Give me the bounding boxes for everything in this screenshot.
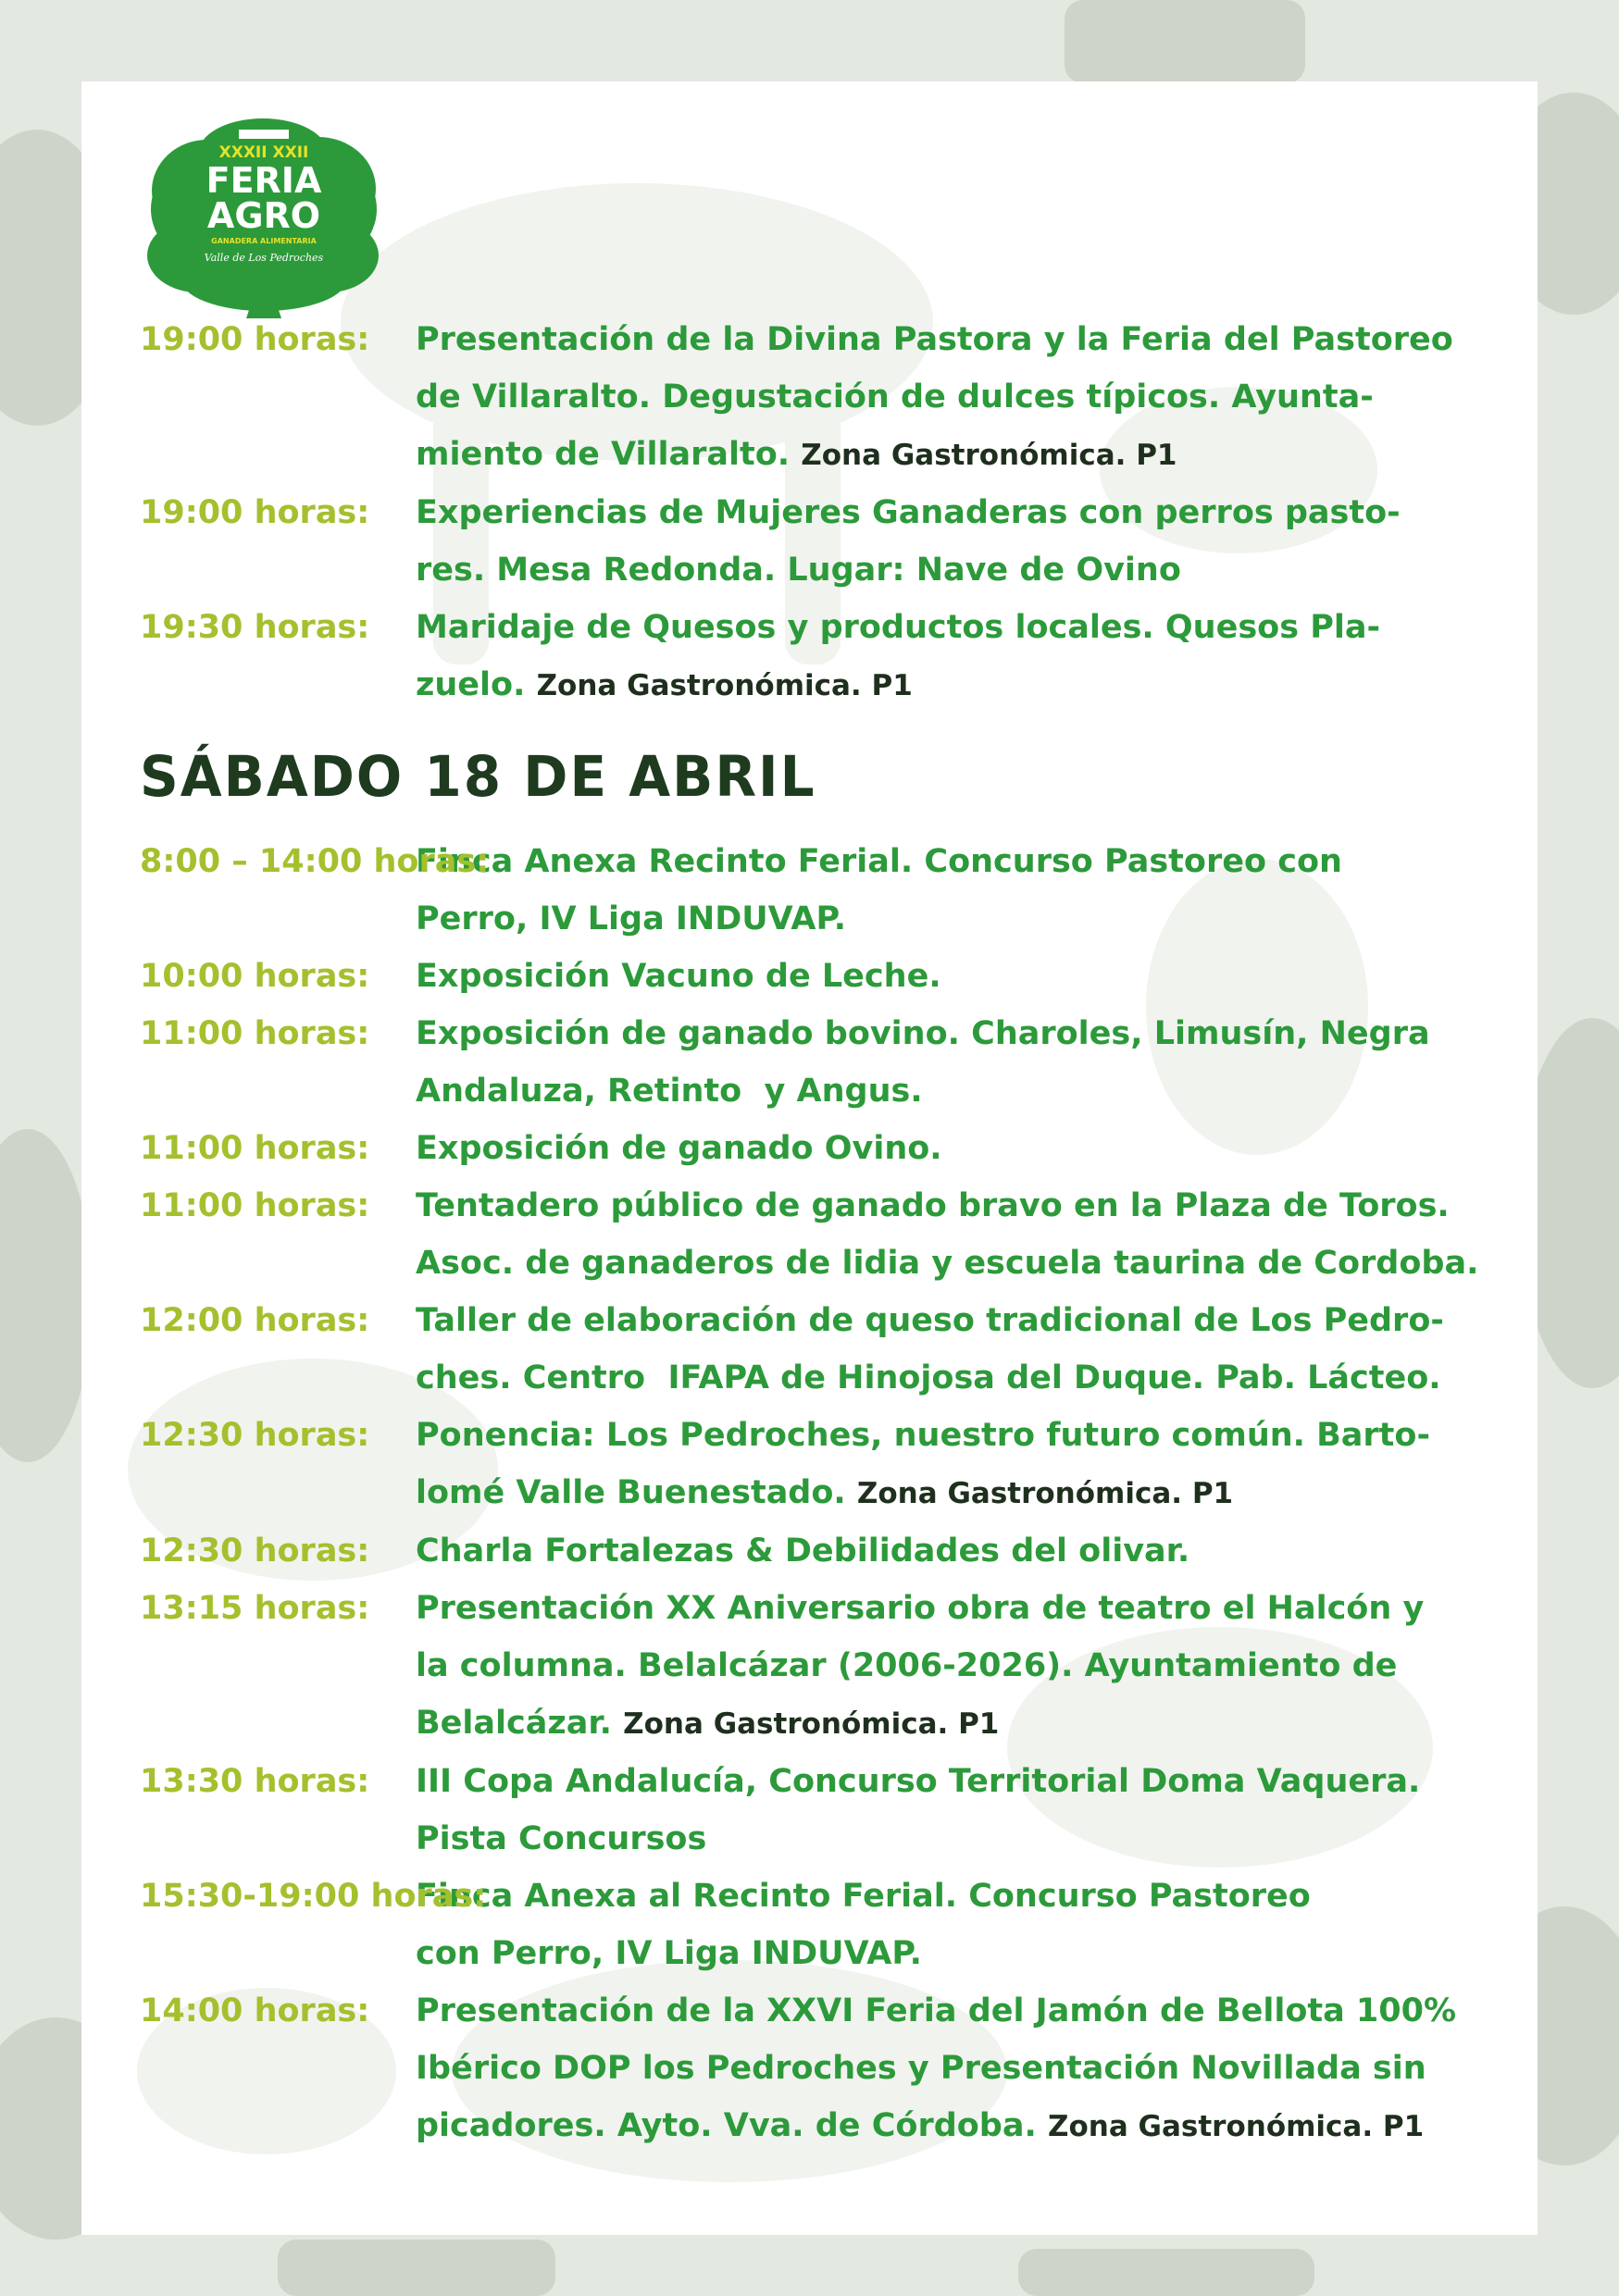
event-location-tag: Zona Gastronómica. P1: [536, 669, 913, 702]
event-line: [416, 1005, 1491, 1062]
event-row: [140, 1580, 1491, 1753]
event-row: [140, 948, 1491, 1005]
event-text: III Copa Andalucía, Concurso Territorial Doma Vaquera.: [416, 1763, 1421, 1800]
event-line: [416, 1694, 1491, 1753]
event-text: miento de Villaralto.: [416, 436, 791, 473]
event-line: [416, 541, 1491, 599]
event-time: 11:00 horas:: [140, 1130, 370, 1167]
event-text: Ibérico DOP los Pedroches y Presentación Novillada sin: [416, 2050, 1426, 2087]
event-text: Exposición de ganado bovino. Charoles, Limusín, Negra: [416, 1015, 1430, 1052]
event-row: [140, 1292, 1491, 1407]
event-text: Exposición Vacuno de Leche.: [416, 958, 941, 995]
event-time: 11:00 horas:: [140, 1015, 370, 1052]
event-line: [416, 656, 1491, 714]
event-text: ches. Centro IFAPA de Hinojosa del Duque. Pab. Lácteo.: [416, 1359, 1441, 1396]
event-text: Belalcázar.: [416, 1705, 612, 1742]
events-day-list: [140, 833, 1491, 2155]
event-location-tag: Zona Gastronómica. P1: [856, 1477, 1234, 1510]
event-row: [140, 1407, 1491, 1522]
event-row: [140, 1868, 1491, 1982]
event-time: 14:00 horas:: [140, 1992, 370, 2029]
logo-edition: XXXII XXII: [218, 143, 309, 162]
event-text: Pista Concursos: [416, 1820, 707, 1857]
event-text: Presentación XX Aniversario obra de teatro el Halcón y: [416, 1590, 1425, 1627]
event-line: [416, 1868, 1491, 1925]
event-line: [416, 1925, 1491, 1982]
event-time: 10:00 horas:: [140, 958, 370, 995]
event-location-tag: Zona Gastronómica. P1: [623, 1707, 1000, 1741]
day-heading: SÁBADO 18 DE ABRIL: [140, 743, 816, 810]
feria-agro-logo: [143, 117, 385, 320]
program-sheet: [81, 81, 1538, 2235]
logo-place: Valle de Los Pedroches: [204, 252, 324, 264]
event-line: [416, 484, 1491, 541]
event-row: [140, 1522, 1491, 1580]
event-text: Finca Anexa Recinto Ferial. Concurso Pastoreo con: [416, 843, 1342, 880]
event-text: Presentación de la Divina Pastora y la Feria del Pastoreo: [416, 321, 1453, 358]
event-row: [140, 1120, 1491, 1177]
event-line: [416, 1407, 1491, 1464]
event-line: [416, 1810, 1491, 1868]
event-time: 19:30 horas:: [140, 609, 370, 646]
event-line: [416, 2040, 1491, 2097]
event-text: lomé Valle Buenestado.: [416, 1474, 846, 1511]
event-text: Experiencias de Mujeres Ganaderas con perros pasto-: [416, 494, 1401, 531]
event-time: 19:00 horas:: [140, 321, 370, 358]
event-line: [416, 1522, 1491, 1580]
event-line: [416, 1062, 1491, 1120]
event-text: con Perro, IV Liga INDUVAP.: [416, 1935, 922, 1972]
event-text: de Villaralto. Degustación de dulces típicos. Ayunta-: [416, 379, 1374, 416]
event-text: Finca Anexa al Recinto Ferial. Concurso Pastoreo: [416, 1878, 1311, 1915]
event-text: Charla Fortalezas & Debilidades del olivar.: [416, 1533, 1190, 1570]
event-row: [140, 1753, 1491, 1868]
event-text: Tentadero público de ganado bravo en la Plaza de Toros.: [416, 1187, 1450, 1224]
event-time: 11:00 horas:: [140, 1187, 370, 1224]
logo-subtitle: GANADERA ALIMENTARIA: [211, 237, 317, 245]
event-location-tag: Zona Gastronómica. P1: [1047, 2110, 1425, 2143]
event-text: la columna. Belalcázar (2006-2026). Ayuntamiento de: [416, 1647, 1398, 1684]
event-row: [140, 833, 1491, 948]
event-line: [416, 1982, 1491, 2040]
event-time: 8:00 – 14:00 horas:: [140, 843, 490, 880]
event-row: [140, 1177, 1491, 1292]
event-line: [416, 948, 1491, 1005]
event-line: [416, 1464, 1491, 1522]
event-row: [140, 311, 1491, 484]
event-text: Exposición de ganado Ovino.: [416, 1130, 942, 1167]
event-text: picadores. Ayto. Vva. de Córdoba.: [416, 2107, 1037, 2144]
event-line: [416, 1177, 1491, 1235]
event-line: [416, 311, 1491, 368]
event-time: 12:00 horas:: [140, 1302, 370, 1339]
event-time: 19:00 horas:: [140, 494, 370, 531]
event-line: [416, 1637, 1491, 1694]
events-before-list: [140, 311, 1491, 714]
event-text: Maridaje de Quesos y productos locales. Quesos Pla-: [416, 609, 1381, 646]
event-text: Asoc. de ganaderos de lidia y escuela taurina de Cordoba.: [416, 1245, 1479, 1282]
event-line: [416, 599, 1491, 656]
event-row: [140, 1982, 1491, 2155]
event-text: Andaluza, Retinto y Angus.: [416, 1073, 923, 1110]
event-line: [416, 2097, 1491, 2155]
event-text: Perro, IV Liga INDUVAP.: [416, 900, 846, 937]
castle-icon: [239, 130, 289, 139]
event-text: Ponencia: Los Pedroches, nuestro futuro común. Barto-: [416, 1417, 1430, 1454]
event-text: Presentación de la XXVI Feria del Jamón de Bellota 100%: [416, 1992, 1457, 2029]
event-text: res. Mesa Redonda. Lugar: Nave de Ovino: [416, 552, 1181, 589]
logo-line1: FERIA: [205, 160, 322, 201]
event-line: [416, 890, 1491, 948]
event-time: 15:30-19:00 horas:: [140, 1878, 487, 1915]
event-text: Taller de elaboración de queso tradicional de Los Pedro-: [416, 1302, 1444, 1339]
event-line: [416, 1349, 1491, 1407]
event-row: [140, 599, 1491, 714]
event-time: 12:30 horas:: [140, 1417, 370, 1454]
event-row: [140, 1005, 1491, 1120]
event-time: 13:15 horas:: [140, 1590, 370, 1627]
event-line: [416, 1753, 1491, 1810]
event-line: [416, 833, 1491, 890]
event-time: 13:30 horas:: [140, 1763, 370, 1800]
event-location-tag: Zona Gastronómica. P1: [801, 439, 1177, 472]
event-line: [416, 1120, 1491, 1177]
event-line: [416, 1292, 1491, 1349]
event-line: [416, 1580, 1491, 1637]
event-line: [416, 426, 1491, 484]
event-line: [416, 1235, 1491, 1292]
event-line: [416, 368, 1491, 426]
event-text: zuelo.: [416, 666, 526, 703]
logo-line2: AGRO: [206, 195, 321, 236]
event-row: [140, 484, 1491, 599]
schedule: [140, 311, 1491, 2155]
event-time: 12:30 horas:: [140, 1533, 370, 1570]
